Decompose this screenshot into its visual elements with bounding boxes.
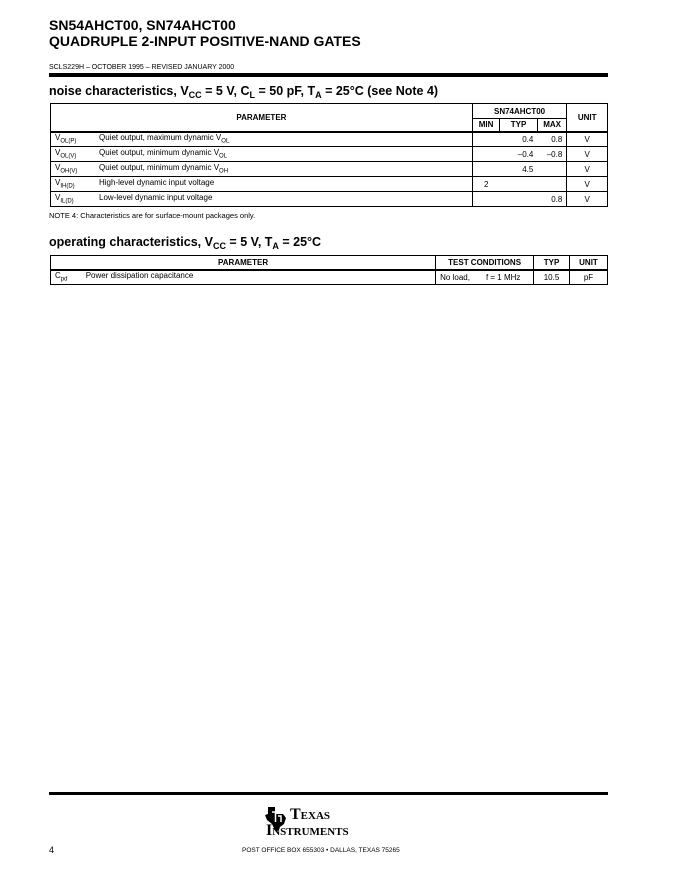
- min-cell: [472, 162, 499, 177]
- parameter-cell: [51, 270, 436, 285]
- unit-cell: pF: [570, 270, 608, 285]
- document-id: SCLS229H – OCTOBER 1995 – REVISED JANUARY 2000: [49, 64, 235, 71]
- table-row: [51, 132, 608, 147]
- title-line-1: SN54AHCT00, SN74AHCT00: [49, 17, 236, 33]
- max-cell: –0.8: [537, 147, 566, 162]
- header-unit: UNIT: [567, 104, 608, 132]
- header-test-conditions: TEST CONDITIONS: [436, 256, 534, 270]
- max-cell: [537, 162, 566, 177]
- parameter-cell: [51, 177, 473, 192]
- header-typ: TYP: [534, 256, 570, 270]
- unit-cell: V: [567, 147, 608, 162]
- logo-wordmark: Texas Instruments: [266, 806, 349, 839]
- typ-cell: 4.5: [500, 162, 538, 177]
- max-cell: 0.8: [537, 132, 566, 147]
- min-cell: [472, 132, 499, 147]
- unit-cell: V: [567, 132, 608, 147]
- header-typ: TYP: [500, 119, 538, 132]
- header-rule: [49, 73, 608, 77]
- description: Power dissipation capacitance: [85, 271, 194, 281]
- ti-logo: [262, 803, 392, 843]
- header-parameter: PARAMETER: [51, 256, 436, 270]
- description: Quiet output, maximum dynamic $V_{OL}$: [99, 133, 230, 146]
- parameter-cell: [51, 192, 473, 207]
- symbol: $V_{OH(V)}$: [55, 163, 78, 175]
- header-unit: UNIT: [570, 256, 608, 270]
- noise-section-heading: noise characteristics, $V_{CC} = 5$ V, $C_L = 50$ pF, $T_A = 25^\circ C$ (see Note 4): [49, 84, 439, 100]
- page-number: 4: [49, 845, 55, 855]
- parameter-cell: [51, 132, 473, 147]
- description: Quiet output, minimum dynamic $V_{OL}$: [99, 148, 228, 160]
- unit-cell: V: [567, 192, 608, 207]
- symbol: $V_{IL(D)}$: [55, 193, 74, 205]
- description: Low-level dynamic input voltage: [99, 193, 213, 203]
- header-device: SN74AHCT00: [472, 104, 567, 119]
- test-conditions-cell: No load, f = 1 MHz: [436, 270, 534, 285]
- title-line-2: QUADRUPLE 2-INPUT POSITIVE-NAND GATES: [49, 33, 361, 49]
- note-4: NOTE 4: Characteristics are for surface-mount packages only.: [49, 211, 256, 220]
- typ-cell: 0.4: [500, 132, 538, 147]
- typ-cell: –0.4: [500, 147, 538, 162]
- description: Quiet output, minimum dynamic $V_{OH}$: [99, 163, 229, 175]
- unit-cell: V: [567, 177, 608, 192]
- header-max: MAX: [537, 119, 566, 132]
- symbol: $C_{pd}$: [55, 271, 68, 284]
- symbol: $V_{OL(P)}$: [55, 133, 77, 146]
- table-row: [51, 162, 608, 177]
- min-cell: [472, 147, 499, 162]
- symbol: $V_{IH(D)}$: [55, 178, 75, 190]
- header-min: MIN: [472, 119, 499, 132]
- operating-characteristics-table: [50, 255, 608, 285]
- min-cell: [472, 192, 499, 207]
- header-parameter: PARAMETER: [51, 104, 473, 132]
- max-cell: [537, 177, 566, 192]
- symbol: $V_{OL(V)}$: [55, 148, 77, 160]
- table-row: [51, 270, 608, 285]
- max-cell: 0.8: [537, 192, 566, 207]
- noise-characteristics-table: [50, 103, 608, 207]
- description: High-level dynamic input voltage: [99, 178, 215, 188]
- parameter-cell: [51, 162, 473, 177]
- table-row: [51, 147, 608, 162]
- typ-cell: 10.5: [534, 270, 570, 285]
- table-row: [51, 177, 608, 192]
- footer-address: POST OFFICE BOX 655303 • DALLAS, TEXAS 75265: [242, 847, 400, 854]
- parameter-cell: [51, 147, 473, 162]
- min-cell: 2: [472, 177, 499, 192]
- unit-cell: V: [567, 162, 608, 177]
- typ-cell: [500, 177, 538, 192]
- typ-cell: [500, 192, 538, 207]
- document-title: [49, 17, 361, 49]
- operating-section-heading: operating characteristics, $V_{CC} = 5$ V, $T_A = 25^\circ C$: [49, 235, 322, 251]
- table-row: [51, 192, 608, 207]
- footer-rule: [49, 792, 608, 795]
